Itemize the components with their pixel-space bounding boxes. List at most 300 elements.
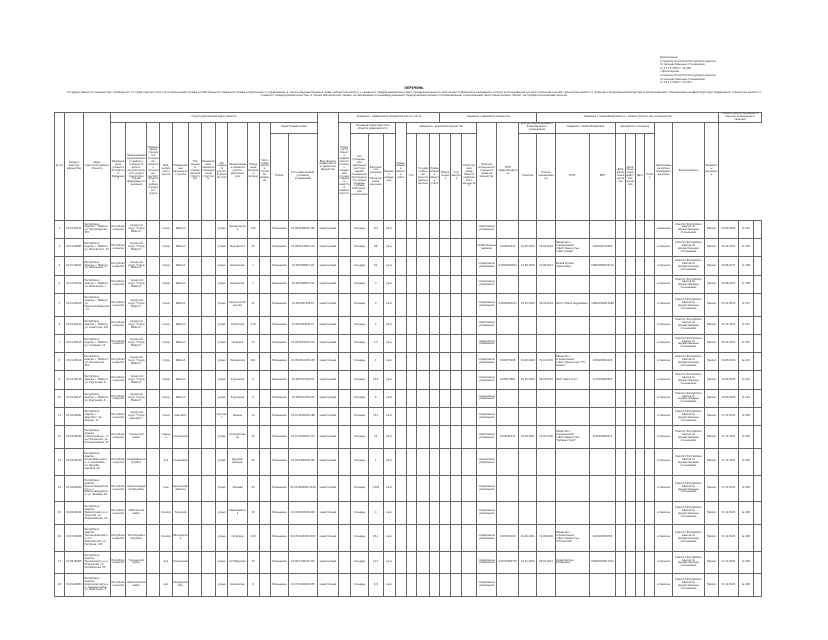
table-cell xyxy=(429,257,440,275)
table-cell: Республика Адыгея xyxy=(110,389,126,407)
table-cell: Республика Адыгея xyxy=(110,239,126,257)
table-cell xyxy=(625,475,635,502)
table-cell: 01:05:0200150:1032 xyxy=(288,524,317,551)
table-cell: 25.11.2019 xyxy=(719,293,738,316)
table-cell xyxy=(417,334,429,352)
table-cell xyxy=(555,220,589,238)
table-cell xyxy=(259,448,270,475)
table-cell xyxy=(147,408,160,426)
table-cell xyxy=(395,408,406,426)
table-cell xyxy=(395,551,406,574)
table-cell xyxy=(201,502,216,525)
document-title xyxy=(60,87,768,98)
table-cell: Приказ xyxy=(704,551,719,574)
table-cell: Комитет Республики Адыгея по имущественным отношениям xyxy=(673,257,705,275)
table-cell: 56 xyxy=(247,448,259,475)
table-cell xyxy=(395,293,406,316)
table-cell: Помещение xyxy=(270,316,288,334)
table-cell xyxy=(417,475,429,502)
register-table xyxy=(54,112,762,597)
table-cell xyxy=(406,257,417,275)
table-cell xyxy=(616,448,626,475)
table-cell: улица xyxy=(216,239,228,257)
table-cell: кв.м xyxy=(383,389,395,407)
table-cell: 01:07-00008 xyxy=(64,524,83,551)
table-cell xyxy=(462,316,477,334)
table-cell xyxy=(338,239,350,257)
table-cell xyxy=(462,239,477,257)
table-cell: 01:01:0500031:277 xyxy=(288,426,317,449)
table-cell xyxy=(519,275,537,293)
table-cell: 6 xyxy=(55,316,65,334)
table-cell: 01:08:0517010:96 xyxy=(288,389,317,407)
table-cell: № 241 xyxy=(738,371,754,389)
table-row xyxy=(55,316,762,334)
table-cell xyxy=(589,475,616,502)
table-cell: городской округ "Город Майкоп" xyxy=(126,293,147,316)
table-cell xyxy=(440,389,451,407)
table-cell xyxy=(429,316,440,334)
table-cell xyxy=(417,524,429,551)
table-cell: Гагарина xyxy=(228,334,247,352)
table-cell xyxy=(754,371,762,389)
table-cell xyxy=(616,371,626,389)
table-cell xyxy=(451,426,462,449)
table-cell xyxy=(537,334,555,352)
table-cell xyxy=(147,334,160,352)
table-cell: Тульский xyxy=(172,502,189,525)
table-cell: город xyxy=(160,257,172,275)
column-header: Полное наименование xyxy=(537,133,555,220)
table-row xyxy=(55,524,762,551)
table-cell: Пролетарская xyxy=(228,220,247,238)
table-cell: Комитет Республики Адыгея по имущественным отношениям xyxy=(673,389,705,407)
table-cell: Республика Адыгея, Шовгеновский р-н, а. Хакуринохабль, ул. Шовгенова, 9 xyxy=(84,574,111,597)
table-cell: Яблоновский xyxy=(172,524,189,551)
table-cell: 9 xyxy=(247,574,259,597)
table-cell xyxy=(417,316,429,334)
table-cell: в перечне xyxy=(654,334,672,352)
table-cell xyxy=(451,316,462,334)
table-cell: Республика Адыгея, г. Адыгейск, пр. Ленина, 12 xyxy=(84,408,111,426)
table-cell: кв.м xyxy=(383,275,395,293)
table-cell: Республика Адыгея, Майкопский р-н, п. Тульский, ул. Первомайская, 25 xyxy=(84,502,111,525)
table-cell: кадастровый xyxy=(318,275,339,293)
table-cell: Комитет Республики Адыгея по имущественным отношениям xyxy=(673,551,705,574)
table-cell: городской округ "Город Майкоп" xyxy=(126,389,147,407)
table-cell xyxy=(440,475,451,502)
column-header: Государственный регистрационный знак xyxy=(417,133,429,220)
table-cell xyxy=(754,524,762,551)
column-header: ОГРН xyxy=(555,133,589,220)
table-cell: станица xyxy=(160,426,172,449)
table-cell xyxy=(625,353,635,371)
table-cell xyxy=(201,293,216,316)
table-cell: 01:01-00093 xyxy=(64,239,83,257)
table-cell xyxy=(201,257,216,275)
table-cell xyxy=(625,257,635,275)
table-cell: Майкоп xyxy=(172,353,189,371)
table-cell xyxy=(589,502,616,525)
table-cell: Помещение xyxy=(270,502,288,525)
table-cell xyxy=(406,502,417,525)
table-cell xyxy=(189,524,201,551)
table-row xyxy=(55,574,762,597)
table-cell: 27.12.2023 xyxy=(719,448,738,475)
table-cell: изменения xyxy=(654,220,672,238)
table-cell xyxy=(645,334,655,352)
table-cell: Комитет Республики Адыгея по имущественным отношениям xyxy=(673,448,705,475)
group-header: Указать одно из значений: в перечне (изменениях в перечни) xyxy=(719,113,762,123)
table-cell: 27.12.2023 xyxy=(719,551,738,574)
table-row xyxy=(55,475,762,502)
table-cell: Краснооктябрьская xyxy=(228,293,247,316)
table-cell xyxy=(406,220,417,238)
table-cell xyxy=(189,551,201,574)
table-cell xyxy=(462,389,477,407)
table-cell: Майкоп xyxy=(172,371,189,389)
table-cell: 0107031220 xyxy=(497,524,519,551)
table-cell xyxy=(555,408,589,426)
group-header: № п/п xyxy=(55,113,65,221)
table-cell: кв.м xyxy=(383,257,395,275)
table-cell xyxy=(338,353,350,371)
table-cell: Помещение xyxy=(270,371,288,389)
table-cell: улица xyxy=(216,448,228,475)
column-header: Марка, модель xyxy=(440,133,451,220)
table-cell: Республика Адыгея, Теучежский р-н, а. Понежукай, ул. Октябрьская, 33 xyxy=(84,551,111,574)
table-cell xyxy=(417,293,429,316)
table-cell: улица xyxy=(216,257,228,275)
table-cell: площадь xyxy=(350,275,368,293)
table-cell: городской округ "Город Майкоп" xyxy=(126,257,147,275)
column-header: Тип (площадь - для земельных участков, зданий, помещений; протяженность, объем, площадь, глубина залегания - для сооружений) xyxy=(350,133,368,220)
table-cell xyxy=(462,257,477,275)
table-cell: Ленина xyxy=(228,408,247,426)
table-cell: в перечне xyxy=(654,408,672,426)
table-cell xyxy=(537,316,555,334)
table-cell: оперативное управление xyxy=(476,389,497,407)
table-cell: 2 xyxy=(55,239,65,257)
table-cell xyxy=(451,475,462,502)
table-cell xyxy=(189,316,201,334)
table-cell: 1 xyxy=(368,353,383,371)
table-cell xyxy=(625,334,635,352)
subgroup-header: Вид документа xyxy=(673,122,705,220)
table-cell: Республика Адыгея xyxy=(110,353,126,371)
table-cell: кв.м xyxy=(383,574,395,597)
table-cell: Республика Адыгея, г. Майкоп, ул. Пролетарская, 315 xyxy=(84,220,111,238)
table-cell: город xyxy=(160,389,172,407)
table-cell xyxy=(189,371,201,389)
table-cell: 01:08:0507028:87 xyxy=(288,293,317,316)
table-cell xyxy=(189,220,201,238)
table-cell xyxy=(625,448,635,475)
table-cell xyxy=(589,408,616,426)
table-cell: городской округ "Город Майкоп" xyxy=(126,220,147,238)
subgroup-header: Номер дома (включая литеру) xyxy=(247,122,259,220)
table-cell xyxy=(395,371,406,389)
table-cell: № 450 xyxy=(738,426,754,449)
table-cell xyxy=(406,316,417,334)
table-cell: кадастровый xyxy=(318,551,339,574)
table-cell xyxy=(635,574,645,597)
table-cell xyxy=(635,239,645,257)
table-cell: Помещение xyxy=(270,524,288,551)
table-cell xyxy=(555,475,589,502)
table-cell xyxy=(754,448,762,475)
table-cell xyxy=(451,408,462,426)
table-cell xyxy=(147,293,160,316)
table-cell xyxy=(189,574,201,597)
table-cell xyxy=(338,551,350,574)
table-cell: площадь xyxy=(350,353,368,371)
table-cell xyxy=(451,257,462,275)
table-cell xyxy=(259,551,270,574)
table-cell: 27.12.2023 xyxy=(719,408,738,426)
table-cell: Приказ xyxy=(704,371,719,389)
table-row xyxy=(55,426,762,449)
table-cell: улица xyxy=(216,574,228,597)
table-cell xyxy=(259,408,270,426)
table-cell xyxy=(147,275,160,293)
table-cell xyxy=(429,389,440,407)
header-line: «Приложение xyxy=(660,70,680,74)
table-cell xyxy=(259,293,270,316)
table-row xyxy=(55,448,762,475)
table-cell: № 347 xyxy=(738,316,754,334)
table-cell xyxy=(497,334,519,352)
table-cell: 01:08:0508011:45 xyxy=(288,257,317,275)
table-cell xyxy=(754,475,762,502)
table-cell xyxy=(635,293,645,316)
table-cell: Республика Адыгея xyxy=(110,502,126,525)
table-cell: 9 xyxy=(55,371,65,389)
table-cell: 24.03.2020 xyxy=(719,220,738,238)
table-cell xyxy=(537,574,555,597)
table-cell xyxy=(625,371,635,389)
table-cell: Пионерская xyxy=(228,353,247,371)
table-cell: 09.01.2027 xyxy=(537,551,555,574)
table-cell xyxy=(645,448,655,475)
table-cell xyxy=(406,426,417,449)
table-cell: № 241 xyxy=(738,353,754,371)
table-cell: кв.м xyxy=(383,220,395,238)
table-cell: городской округ "Город Майкоп" xyxy=(126,353,147,371)
table-cell: Республика Адыгея xyxy=(110,426,126,449)
table-cell: Кооперативная xyxy=(228,426,247,449)
table-cell xyxy=(497,448,519,475)
header-line: по имущественным отношениям xyxy=(660,63,705,67)
table-cell: аул xyxy=(160,574,172,597)
table-cell: Республика Адыгея xyxy=(110,275,126,293)
table-cell: Комитет Республики Адыгея по имущественным отношениям xyxy=(673,316,705,334)
table-cell xyxy=(519,220,537,238)
table-cell: № 198 xyxy=(738,257,754,275)
table-cell xyxy=(645,220,655,238)
table-cell: Хуаде Бислан Русланович xyxy=(555,551,589,574)
table-cell: оперативное управление xyxy=(476,502,497,525)
table-cell: улица xyxy=(216,371,228,389)
table-cell xyxy=(754,389,762,407)
table-cell xyxy=(519,334,537,352)
table-cell: оперативное управление xyxy=(476,257,497,275)
table-cell xyxy=(616,275,626,293)
table-cell: оперативное управление xyxy=(476,275,497,293)
table-cell xyxy=(201,353,216,371)
table-cell: Помещение xyxy=(270,448,288,475)
subgroup-header: ИНН правообладателя xyxy=(497,122,519,220)
table-cell xyxy=(754,353,762,371)
table-cell: в перечне xyxy=(654,502,672,525)
table-cell: Республика Адыгея xyxy=(110,475,126,502)
table-cell: 13 xyxy=(247,334,259,352)
table-cell: городской округ "Город Майкоп" xyxy=(126,334,147,352)
table-cell: кадастровый xyxy=(318,448,339,475)
table-cell: кадастровый xyxy=(318,293,339,316)
table-cell: Республика Адыгея xyxy=(110,408,126,426)
table-cell xyxy=(395,239,406,257)
table-cell: в перечне xyxy=(654,371,672,389)
table-cell xyxy=(440,257,451,275)
subgroup-header: Тип и номер корпуса, строения, владения xyxy=(259,122,270,220)
table-cell xyxy=(147,551,160,574)
table-cell xyxy=(645,502,655,525)
table-cell xyxy=(429,275,440,293)
table-cell: улица xyxy=(216,220,228,238)
table-cell xyxy=(462,220,477,238)
table-cell: Республика Адыгея xyxy=(110,448,126,475)
table-cell: оперативное управление xyxy=(476,371,497,389)
table-cell xyxy=(451,389,462,407)
table-cell: 01:08:0504036:73 xyxy=(288,316,317,334)
table-cell xyxy=(451,524,462,551)
table-cell: № 450 xyxy=(738,448,754,475)
table-cell: Чапаева xyxy=(228,475,247,502)
table-cell xyxy=(259,524,270,551)
table-cell: 3 xyxy=(55,257,65,275)
table-cell: Помещение xyxy=(270,475,288,502)
table-cell xyxy=(147,220,160,238)
table-cell xyxy=(616,257,626,275)
table-cell xyxy=(440,551,451,574)
table-cell: № 198 xyxy=(738,275,754,293)
table-cell xyxy=(589,389,616,407)
table-cell: Жуковского xyxy=(228,239,247,257)
table-cell xyxy=(625,316,635,334)
table-cell: Приказ xyxy=(704,524,719,551)
table-cell: 17 xyxy=(55,551,65,574)
table-cell xyxy=(645,371,655,389)
table-cell: Тахтамукайский район xyxy=(126,524,147,551)
table-cell xyxy=(440,220,451,238)
table-cell xyxy=(645,275,655,293)
table-cell: Республика Адыгея xyxy=(110,334,126,352)
column-header: Единица измерения xyxy=(383,133,395,220)
table-cell: город xyxy=(160,371,172,389)
table-cell xyxy=(259,426,270,449)
table-cell xyxy=(616,293,626,316)
table-cell: улица xyxy=(216,353,228,371)
table-cell: Приказ xyxy=(704,448,719,475)
table-cell: Шовгеновский район xyxy=(126,574,147,597)
column-header: Тип (кадастровый, условный, устаревший) xyxy=(288,133,317,220)
table-cell: 319010500012984 xyxy=(589,293,616,316)
table-cell: Приказ xyxy=(704,220,719,238)
table-cell: Майкоп xyxy=(172,220,189,238)
table-cell: Кошехабльский район xyxy=(126,448,147,475)
table-cell: 30.06.2017 xyxy=(719,257,738,275)
table-cell: Комитет Республики Адыгея по имущественным отношениям xyxy=(673,275,705,293)
header-line: от 27.12.2023 г. № 450 xyxy=(660,66,692,70)
table-cell xyxy=(406,293,417,316)
table-cell: кв.м xyxy=(383,293,395,316)
table-cell: городской округ "Город Майкоп" xyxy=(126,239,147,257)
subgroup-header: Наименование населенного пункта xyxy=(172,122,189,220)
table-cell xyxy=(259,371,270,389)
table-cell: в перечне xyxy=(654,475,672,502)
header-line: по имущественным отношениям xyxy=(660,77,705,81)
table-cell: 01:01-00108 xyxy=(64,293,83,316)
table-cell: 8 xyxy=(55,353,65,371)
table-cell xyxy=(645,524,655,551)
table-cell: № 450 xyxy=(738,408,754,426)
table-cell xyxy=(625,408,635,426)
table-cell: площадь xyxy=(350,408,368,426)
table-cell xyxy=(645,574,655,597)
table-cell xyxy=(462,574,477,597)
table-cell: Первомайская xyxy=(228,502,247,525)
table-cell: 010701982733 xyxy=(497,551,519,574)
table-cell: 24.03.2020 xyxy=(719,371,738,389)
table-cell xyxy=(616,220,626,238)
table-cell xyxy=(537,275,555,293)
table-row xyxy=(55,257,762,275)
table-cell: Республика Адыгея, г. Майкоп, ул. Пионерская, 401 xyxy=(84,353,111,371)
table-cell: 8 xyxy=(368,389,383,407)
table-cell xyxy=(616,574,626,597)
table-cell: в перечне xyxy=(654,448,672,475)
table-cell: 4 xyxy=(55,275,65,293)
table-cell xyxy=(147,239,160,257)
table-cell: в перечне xyxy=(654,389,672,407)
table-cell: 98 xyxy=(368,239,383,257)
table-cell: Приказ xyxy=(704,574,719,597)
table-cell xyxy=(338,371,350,389)
table-cell: 7 xyxy=(247,257,259,275)
table-cell: Общество с ограниченной ответственностью "Кубань-Строй" xyxy=(555,426,589,449)
table-cell: кадастровый xyxy=(318,239,339,257)
table-cell: Республика Адыгея, г. Майкоп, ул. Курганная, 6 xyxy=(84,371,111,389)
table-cell: кадастровый xyxy=(318,524,339,551)
table-cell: Республика Адыгея xyxy=(110,574,126,597)
table-cell: Дружбы народов xyxy=(228,448,247,475)
table-cell xyxy=(338,524,350,551)
table-cell: 23,1 xyxy=(368,524,383,551)
table-cell: 10.01.2022 xyxy=(519,551,537,574)
table-cell: кв.м xyxy=(383,353,395,371)
table-cell: 61 xyxy=(368,257,383,275)
table-cell: № 450 xyxy=(738,574,754,597)
table-cell: Хатит Лилия Заурбиевна xyxy=(555,293,589,316)
table-cell xyxy=(497,275,519,293)
table-cell xyxy=(338,220,350,238)
table-row xyxy=(55,502,762,525)
table-cell xyxy=(259,475,270,502)
table-cell xyxy=(147,353,160,371)
table-cell: 01:09-00003 xyxy=(64,574,83,597)
table-cell: Бжаев Руслан Азаматович xyxy=(555,257,589,275)
